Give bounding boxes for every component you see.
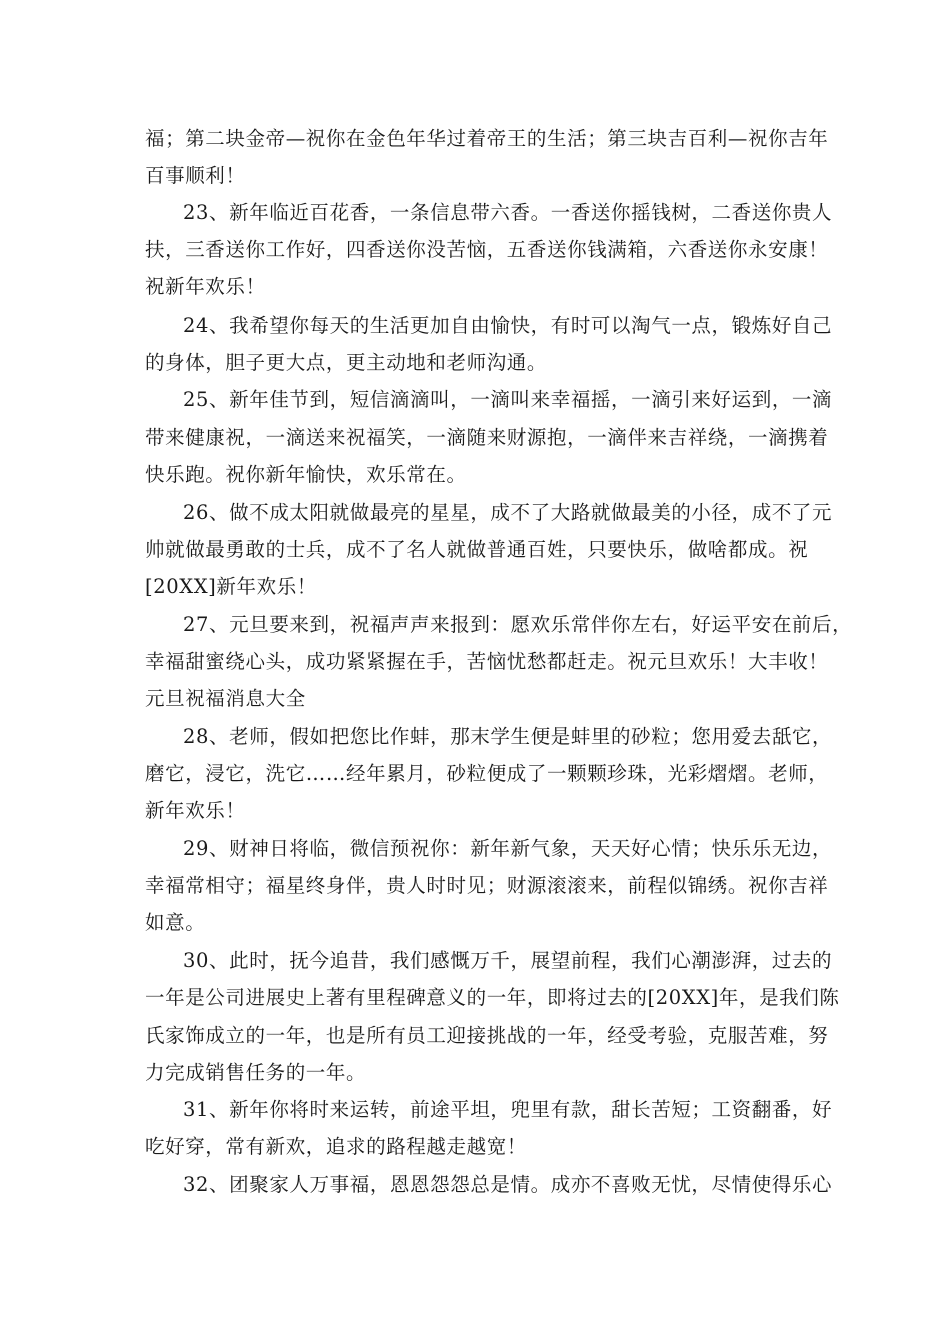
- text-line: 帅就做最勇敢的士兵，成不了名人就做普通百姓，只要快乐，做啥都成。祝: [145, 538, 809, 561]
- text-line: 24、我希望你每天的生活更加自由愉快，有时可以淘气一点，锻炼好自己: [183, 314, 833, 337]
- text-line: 如意。: [145, 911, 206, 934]
- text-line: 氏家饰成立的一年，也是所有员工迎接挑战的一年，经受考验，克服苦难，努: [145, 1024, 829, 1047]
- text-line: 吃好穿，常有新欢，追求的路程越走越宽！: [145, 1135, 527, 1158]
- text-line: 祝新年欢乐！: [145, 275, 266, 298]
- text-line: 29、财神日将临，微信预祝你：新年新气象，天天好心情；快乐乐无边，: [183, 837, 833, 860]
- text-line: 一年是公司进展史上著有里程碑意义的一年，即将过去的[20XX]年，是我们陈: [145, 986, 840, 1009]
- text-line: 26、做不成太阳就做最亮的星星，成不了大路就做最美的小径，成不了元: [183, 501, 833, 524]
- text-line: 力完成销售任务的一年。: [145, 1061, 367, 1084]
- text-line: 30、此时，抚今追昔，我们感慨万千，展望前程，我们心潮澎湃，过去的: [183, 949, 833, 972]
- text-line: 福；第二块金帝—祝你在金色年华过着帝王的生活；第三块吉百利—祝你吉年: [145, 127, 829, 150]
- text-line: 32、团聚家人万事福，恩恩怨怨总是情。成亦不喜败无忧，尽情使得乐心: [183, 1173, 833, 1196]
- text-line: 的身体，胆子更大点，更主动地和老师沟通。: [145, 351, 548, 374]
- text-line: [20XX]新年欢乐！: [145, 575, 317, 598]
- text-line: 元旦祝福消息大全: [145, 687, 306, 710]
- text-line: 带来健康祝，一滴送来祝福笑，一滴随来财源抱，一滴伴来吉祥绕，一滴携着: [145, 426, 829, 449]
- text-line: 扶，三香送你工作好，四香送你没苦恼，五香送你钱满箱，六香送你永安康！: [145, 238, 829, 261]
- text-line: 25、新年佳节到，短信滴滴叫，一滴叫来幸福摇，一滴引来好运到，一滴: [183, 388, 833, 411]
- text-line: 磨它，浸它，洗它……经年累月，砂粒便成了一颗颗珍珠，光彩熠熠。老师，: [145, 762, 829, 785]
- text-line: 28、老师，假如把您比作蚌，那末学生便是蚌里的砂粒；您用爱去舐它，: [183, 725, 833, 748]
- text-line: 新年欢乐！: [145, 799, 246, 822]
- text-line: 百事顺利！: [145, 164, 246, 187]
- text-line: 23、新年临近百花香，一条信息带六香。一香送你摇钱树，二香送你贵人: [183, 201, 833, 224]
- text-line: 快乐跑。祝你新年愉快，欢乐常在。: [145, 463, 467, 486]
- text-line: 31、新年你将时来运转，前途平坦，兜里有款，甜长苦短；工资翻番，好: [183, 1098, 833, 1121]
- text-line: 幸福常相守；福星终身伴，贵人时时见；财源滚滚来，前程似锦绣。祝你吉祥: [145, 874, 829, 897]
- text-line: 幸福甜蜜绕心头，成功紧紧握在手，苦恼忧愁都赶走。祝元旦欢乐！大丰收！: [145, 650, 829, 673]
- text-line: 27、元旦要来到，祝福声声来报到：愿欢乐常伴你左右，好运平安在前后，: [183, 613, 853, 636]
